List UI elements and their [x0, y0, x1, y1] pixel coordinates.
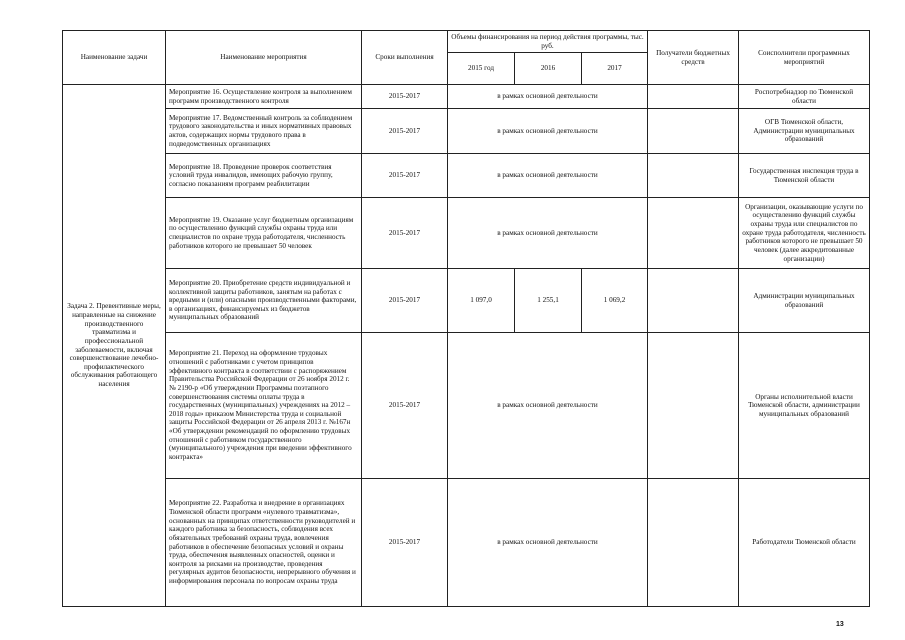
executor-cell: Организации, оказывающие услуги по осуществлению функций службы охраны труда или специалистов по охране труда работодателя, численность работников которого не превышает 50 человек (далее аккредитованные организации)	[739, 198, 870, 269]
activity-cell: Мероприятие 16. Осуществление контроля за выполнением программ производственного контроля	[166, 85, 362, 109]
funding-cell: в рамках основной деятельности	[448, 85, 648, 109]
executor-cell: ОГВ Тюменской области, Администрации муниципальных образований	[739, 109, 870, 154]
header-funding-group: Объемы финансирования на период действия программы, тыс. руб.	[448, 31, 648, 53]
executor-cell: Работодатели Тюменской области	[739, 479, 870, 607]
funding-cell: в рамках основной деятельности	[448, 198, 648, 269]
period-cell: 2015-2017	[362, 198, 448, 269]
header-co-executors: Соисполнители программных мероприятий	[739, 31, 870, 85]
header-task-name: Наименование задачи	[63, 31, 166, 85]
header-year-2017: 2017	[582, 53, 648, 85]
header-deadlines: Сроки выполнения	[362, 31, 448, 85]
recipients-cell	[648, 198, 739, 269]
table-row	[63, 269, 870, 333]
period-cell: 2015-2017	[362, 109, 448, 154]
recipients-cell	[648, 269, 739, 333]
funding-2016-cell: 1 255,1	[515, 269, 582, 333]
program-table	[62, 30, 870, 607]
header-year-2016: 2016	[515, 53, 582, 85]
funding-cell: в рамках основной деятельности	[448, 154, 648, 198]
executor-cell: Государственная инспекция труда в Тюменской области	[739, 154, 870, 198]
activity-cell: Мероприятие 19. Оказание услуг бюджетным организациям по осуществлению функций службы охраны труда или специалистов по охране труда работодателя, численность работников которого не превышает 50 человек	[166, 198, 362, 269]
recipients-cell	[648, 154, 739, 198]
activity-cell: Мероприятие 20. Приобретение средств индивидуальной и коллективной защиты работников, занятым на работах с вредными и (или) опасными производственными факторами, в организациях, финансируемых из бюджетов муниципальных образований	[166, 269, 362, 333]
recipients-cell	[648, 85, 739, 109]
page-number: 13	[836, 621, 844, 628]
activity-cell: Мероприятие 17. Ведомственный контроль за соблюдением трудового законодательства и иных нормативных правовых актов, содержащих нормы трудового права в подведомственных организациях	[166, 109, 362, 154]
period-cell: 2015-2017	[362, 154, 448, 198]
period-cell: 2015-2017	[362, 333, 448, 479]
funding-2017-cell: 1 069,2	[582, 269, 648, 333]
table-row	[63, 198, 870, 269]
period-cell: 2015-2017	[362, 479, 448, 607]
recipients-cell	[648, 333, 739, 479]
task-cell: Задача 2. Превентивные меры, направленные на снижение производственного травматизма и профессиональной заболеваемости, включая совершенствование лечебно-профилактического обслуживания работающего населения	[63, 85, 166, 607]
activity-cell: Мероприятие 21. Переход на оформление трудовых отношений с работниками с учетом принципов эффективного контракта в соответствии с распоряжением Правительства Российской Федерации от 26 ноября 2012 г. № 2190-р «Об утверждении Программы поэтапного совершенствования системы оплаты труда в государственных (муниципальных) учреждениях на 2012 – 2018 годы» приказом Министерства труда и социальной защиты Российской Федерации от 26 апреля 2013 г. №167н «Об утверждении рекомендаций по оформлению трудовых отношений с работником государственного (муниципального) учреждения при введении эффективного контракта»	[166, 333, 362, 479]
funding-cell: в рамках основной деятельности	[448, 109, 648, 154]
funding-cell: в рамках основной деятельности	[448, 333, 648, 479]
activity-cell: Мероприятие 22. Разработка и внедрение в организациях Тюменской области программ «нулевого травматизма», основанных на принципах ответственности руководителей и каждого работника за безопасность, соблюдения всех обязательных требований охраны труда, вовлечения работников в обеспечение безопасных условий и охраны труда, обеспечения выявленных опасностей, оценки и контроля за рисками на производстве, проведения регулярных аудитов безопасности, непрерывного обучения и информирования персонала по вопросам охраны труда	[166, 479, 362, 607]
header-year-2015: 2015 год	[448, 53, 515, 85]
period-cell: 2015-2017	[362, 269, 448, 333]
recipients-cell	[648, 109, 739, 154]
header-budget-recipients: Получатели бюджетных средств	[648, 31, 739, 85]
executor-cell: Роспотребнадзор по Тюменской области	[739, 85, 870, 109]
table-row	[63, 109, 870, 154]
table-row	[63, 85, 870, 109]
executor-cell: Органы исполнительной власти Тюменской области, администрации муниципальных образований	[739, 333, 870, 479]
header-activity-name: Наименование мероприятия	[166, 31, 362, 85]
table-row	[63, 479, 870, 607]
recipients-cell	[648, 479, 739, 607]
activity-cell: Мероприятие 18. Проведение проверок соответствия условий труда инвалидов, имеющих рабочую группу, согласно показаниям программ реабилитации	[166, 154, 362, 198]
period-cell: 2015-2017	[362, 85, 448, 109]
table-row	[63, 333, 870, 479]
executor-cell: Администрации муниципальных образований	[739, 269, 870, 333]
funding-cell: в рамках основной деятельности	[448, 479, 648, 607]
funding-2015-cell: 1 097,0	[448, 269, 515, 333]
table-row	[63, 154, 870, 198]
